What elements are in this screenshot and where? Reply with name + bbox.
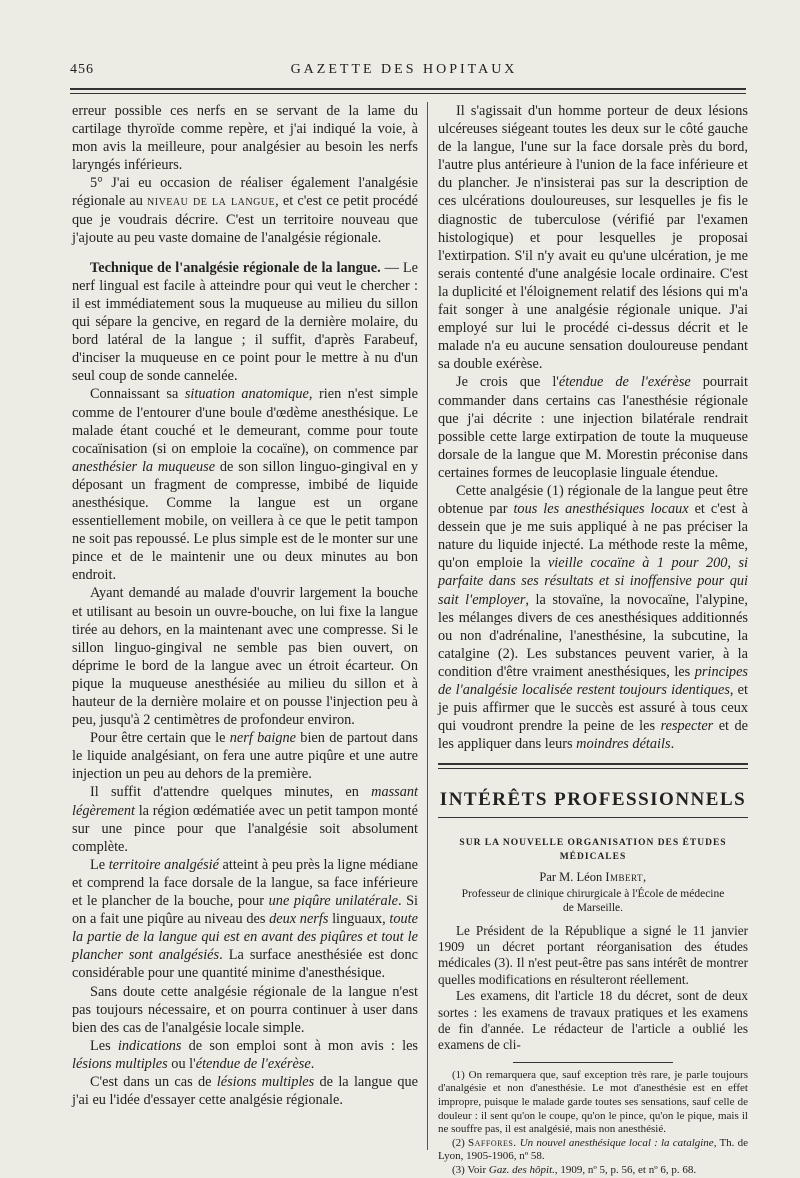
article-body: [438, 923, 748, 1054]
paragraph: C'est dans un cas de lésions multiples de la langue que j'ai eu l'idée d'essayer cette analgésie régionale.: [72, 1073, 418, 1109]
article-subtitle: SUR LA NOUVELLE ORGANISATION DES ÉTUDES MÉDICALES: [459, 838, 727, 863]
author-affiliation: Professeur de clinique chirurgicale à l'École de médecine de Marseille.: [461, 887, 725, 914]
subsection-heading: Technique de l'analgésie régionale de la langue.: [90, 259, 381, 276]
paragraph: Le Président de la République a signé le 11 janvier 1909 un décret portant réorganisation des études médicales (3). Il n'est peut-être pas sans intérêt de montrer quelles modifications en résulteront réellement.: [438, 922, 748, 987]
section-paragraph: Technique de l'analgésie régionale de la langue. — Le nerf lingual est facile à atteindre pour qui veut le chercher : il est immédiatement sous la muqueuse au milieu du sillon qui sépare la gencive, en regard de la dernière molaire, du bord latéral de la langue ; il suffit, d'après Farabeuf, d'inciser la muqueuse en ce point pour le mettre à nu d'un seul coup de sonde cannelée.: [72, 259, 418, 385]
column-divider: [427, 102, 428, 1150]
left-column: [72, 102, 418, 1109]
author-byline: Par M. Léon Imbert,: [539, 870, 647, 885]
paragraph: Connaissant sa situation anatomique, rien n'est simple comme de l'entourer d'une boule d'œdème anesthésique. Le malade étant couché et le demeurant, comme pour toute cocaïnisation (si on emploie la cocaïne), on commence par anesthésier la muqueuse de son sillon linguo-gingival en y déposant un fragment de compresse, imbibé de liquide anesthésique. Comme la langue est un organe essentiellement mobile, on veillera à ce que le petit tampon ne soit pas repoussé. Le plus simple est de le monter sur une pince et de le maintenir une ou deux minutes au bon endroit.: [72, 386, 418, 584]
page-header: [62, 62, 746, 82]
section-rule-thick: [438, 763, 748, 765]
section-rule-thin: [438, 768, 748, 769]
footnote: (1) On remarquera que, sauf exception très rare, je parle toujours d'analgésie et non d'anesthésie. Le mot d'anesthésie est en effet impropre, puisque le malade garde toutes ses sensations, sauf celle de douleur : il sent qu'on le coupe, qu'on le pince, qu'on le pique, mais il ne souffre pas, il est analgésié, mais non anesthésié.: [438, 1068, 748, 1136]
paragraph: Les indications de son emploi sont à mon avis : les lésions multiples ou l'étendue de l'exérèse.: [72, 1037, 418, 1072]
footnote: (3) Voir Gaz. des hôpit., 1909, nº 5, p. 56, et nº 6, p. 68.: [452, 1163, 697, 1176]
paragraph: Sans doute cette analgésie régionale de la langue n'est pas toujours nécessaire, et on pourra continuer à user dans bien des cas de l'analgésie locale simple.: [72, 983, 418, 1036]
header-rule-thick: [70, 88, 746, 90]
paragraph: Cette analgésie (1) régionale de la langue peut être obtenue par tous les anesthésiques locaux et c'est à dessein que je me suis appliqué à ne pas préciser la nature du liquide injecté. La méthode reste la même, qu'on emploie la vieille cocaïne à 1 pour 200, si parfaite dans ses résultats et si inoffensive pour qui sait l'employer, la stovaïne, la novocaïne, l'alypine, les mélanges divers de ces anesthésiques additionnés ou non d'adrénaline, l'anesthésine, la subcutine, la catalgine (2). Les substances peuvent varier, à la condition d'être vraiment anesthésiques, les principes de l'analgésie localisée restent toujours identiques, et je puis affirmer que le succès est assuré à tous ceux qui voudront prendre la peine de les respecter et de les appliquer dans leurs moindres détails.: [438, 482, 749, 753]
paragraph: Les examens, dit l'article 18 du décret, sont de deux sortes : les examens de travaux pratiques et les examens de fin d'année. Le rédacteur de l'article a oublié les examens de cli-: [438, 988, 748, 1053]
paragraph: Il suffit d'attendre quelques minutes, en massant légèrement la région œdématiée avec un petit tampon monté sur une pince pour que l'analgésie soit absolument complète.: [72, 784, 419, 855]
footnote: (2) Saffores. Un nouvel anesthésique local : la catalgine, Th. de Lyon, 1905-1906, nº 58.: [438, 1136, 748, 1163]
paragraph: erreur possible ces nerfs en se servant de la lame du cartilage thyroïde comme repère, et j'ai indiqué la voie, à mon avis la meilleure, pour analgésier au besoin les nerfs laryngés inférieurs.: [72, 103, 418, 174]
journal-title: GAZETTE DES HOPITAUX: [290, 62, 518, 77]
right-column: [438, 102, 748, 1178]
section-title-rule: [438, 817, 748, 818]
paragraph: Ayant demandé au malade d'ouvrir largement la bouche et utilisant au besoin un ouvre-bouche, on lui fixe la langue tirée au dehors, en la maintenant avec une compresse. Si le sillon linguo-gingival ne semble pas bien ouvert, on déprime le bord de la langue avec un étroit écarteur. On pique la muqueuse anesthésiée au milieu du sillon et à hauteur de la dernière molaire et on pousse l'injection peu à peu, jusqu'à 2 centimètres de profondeur environ.: [72, 585, 418, 729]
paragraph: Il s'agissait d'un homme porteur de deux lésions ulcéreuses siégeant toutes les deux sur le côté gauche de la langue, l'une sur la face dorsale près du bord, l'autre plus antérieure à l'union de la face inférieure et du plancher. Je n'insisterai pas sur la description de ces ulcérations douloureuses, sur lesquelles je fis le diagnostic de tuberculose (vérifié par l'examen histologique) et pour lesquelles je proposai l'extirpation. S'il n'y avait eu qu'une ulcération, je me serais contenté d'une analgésie locale ordinaire. C'est la duplicité et l'éloignement relatif des lésions qui m'a fait songer à une analgésie régionale unique. J'ai employé sur lui le procédé ci-dessus décrit et le malade n'a eu aucune sensation douloureuse pendant sa double exérèse.: [438, 103, 748, 373]
author-name: Imbert,: [605, 870, 647, 885]
paragraph: Pour être certain que le nerf baigne bien de partout dans le liquide analgésiant, on fera une autre piqûre et une autre injection un peu au dehors de la première.: [72, 730, 418, 783]
paragraph: 5° J'ai eu occasion de réaliser également l'analgésie régionale au niveau de la langue, et c'est ce petit procédé que je voudrais décrire. C'est un territoire nouveau que j'ajoute au peu vaste domaine de l'analgésie régionale.: [72, 175, 418, 246]
paragraph: Je crois que l'étendue de l'exérèse pourrait commander dans certains cas l'anesthésie régionale que j'ai décrite : une injection bilatérale rendrait possible cette large extirpation de toute la muqueuse dorsale de la langue que M. Morestin préconise dans certaines formes de leucoplasie linguale étendue.: [438, 374, 748, 481]
footnotes: [438, 1069, 748, 1178]
footnote-rule: [513, 1062, 673, 1063]
section-title: INTÉRÊTS PROFESSIONNELS: [439, 789, 747, 811]
paragraph: Le territoire analgésié atteint à peu près la ligne médiane et comprend la face dorsale de la langue, sa face inférieure et le plancher de la bouche, pour une piqûre unilatérale. Si on a fait une piqûre au niveau des deux nerfs linguaux, toute la partie de la langue qui est en avant des piqûres et tout le plancher sont analgésiés. La surface anesthésiée est donc considérable pour une quantité minime d'anesthésique.: [72, 856, 418, 982]
header-rule-thin: [70, 93, 746, 94]
page-number: 456: [70, 62, 94, 77]
